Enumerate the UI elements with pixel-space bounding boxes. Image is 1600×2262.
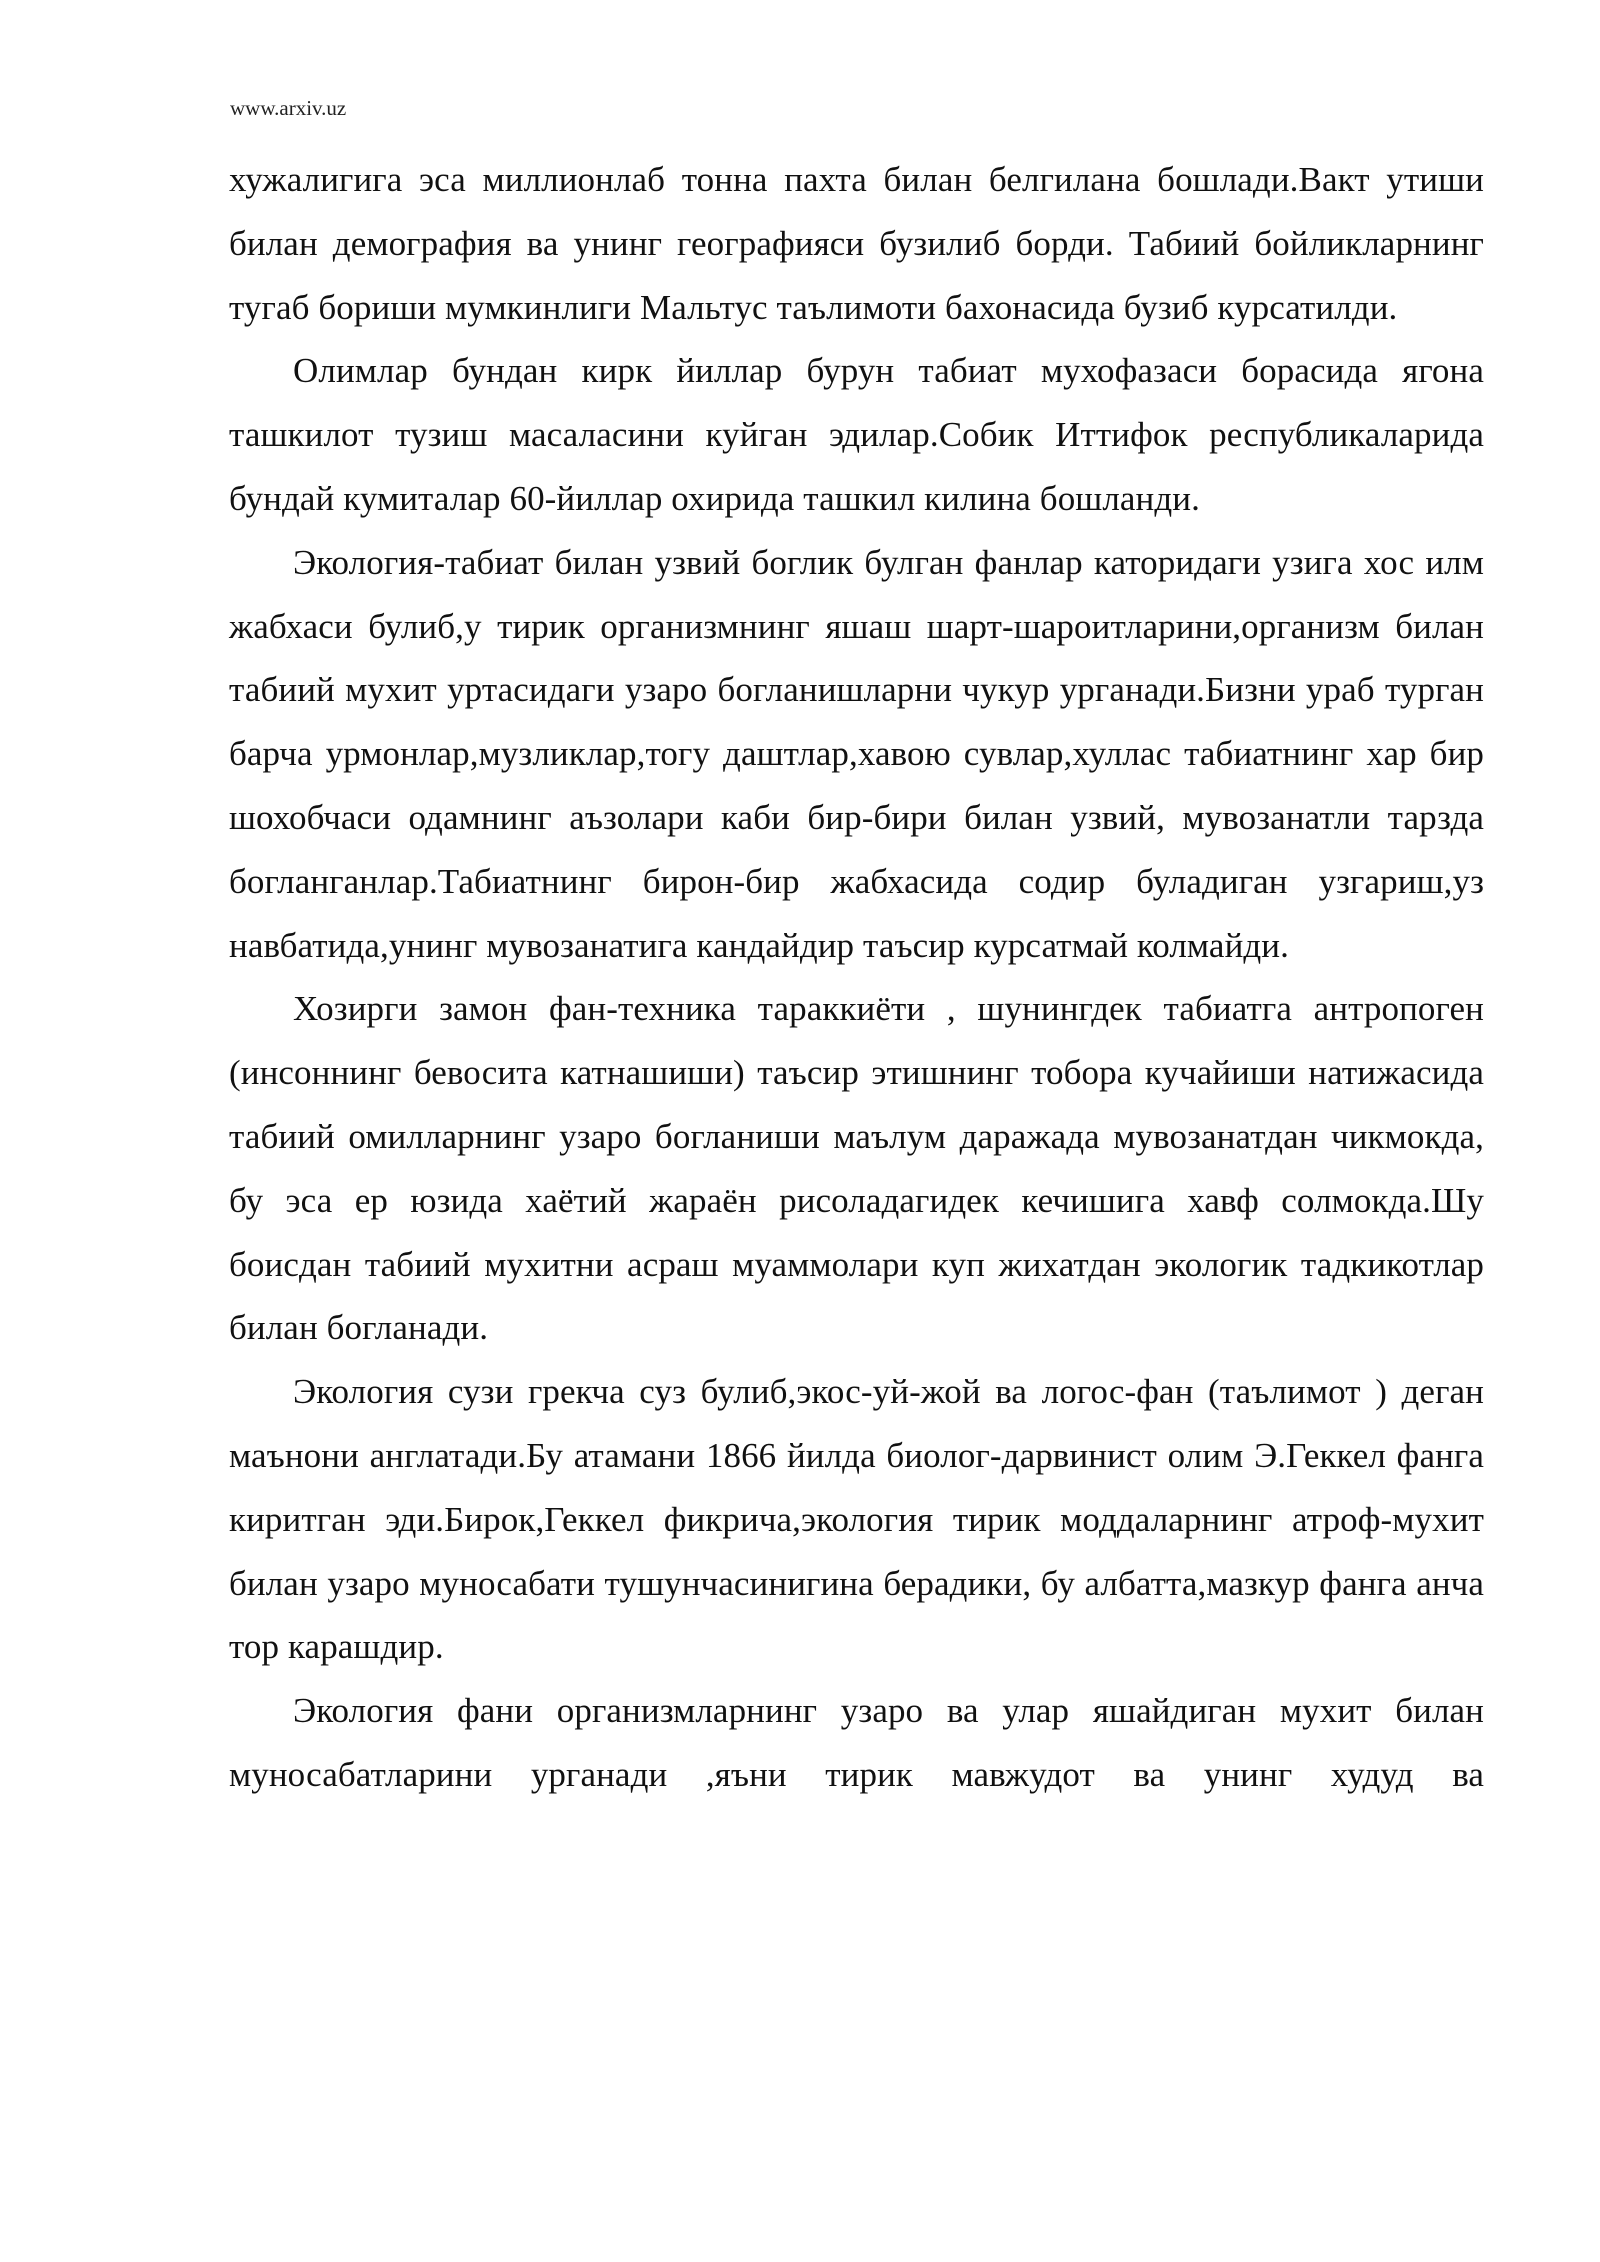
paragraph-2: Олимлар бундан кирк йиллар бурун табиат мухофазаси борасида ягона ташкилот тузиш масаласини куйган эдилар.Собик Иттифок республикаларида бундай кумиталар 60-йиллар охирида ташкил килина бошланди. — [229, 351, 1484, 518]
paragraph-5: Экология сузи грекча суз булиб,экос-уй-жой ва логос-фан (таълимот ) деган маънони англатади.Бу атамани 1866 йилда биолог-дарвинист олим Э.Геккел фанга киритган эди.Бирок,Геккел фикрича,экология тирик моддаларнинг атроф-мухит билан узаро муносабати тушунчасинигина берадики, бу албатта,мазкур фанга анча тор карашдир. — [229, 1372, 1484, 1667]
paragraph-3: Экология-табиат билан узвий боглик булган фанлар каторидаги узига хос илм жабхаси булиб,у тирик организмнинг яшаш шарт-шароитларини,организм билан табиий мухит уртасидаги узаро богланишларни чукур урганади.Бизни ураб турган барча урмонлар,музликлар,тогу даштлар,хавою сувлар,хуллас табиатнинг хар бир шохобчаси одамнинг аъзолари каби бир-бири билан узвий, мувозанатли тарзда богланганлар.Табиатнинг бирон-бир жабхасида содир буладиган узгариш,уз навбатида,унинг мувозанатига кандайдир таъсир курсатмай колмайди. — [229, 542, 1484, 965]
paragraph-6: Экология фани организмларнинг узаро ва улар яшайдиган мухит билан муносабатларини урганади ,яъни тирик мавжудот ва унинг худуд ва — [229, 1691, 1484, 1794]
paragraph-1: хужалигига эса миллионлаб тонна пахта билан белгилана бошлади.Вакт утиши билан демография ва унинг географияси бузилиб борди. Табиий бойликларнинг тугаб бориши мумкинлиги Мальтус таълимоти бахонасида бузиб курсатилди. — [229, 160, 1484, 327]
source-url: www.arxiv.uz — [230, 96, 347, 120]
document-body — [229, 148, 1484, 1807]
paragraph-4: Хозирги замон фан-техника тараккиёти , шунингдек табиатга антропоген (инсоннинг бевосита катнашиши) таъсир этишнинг тобора кучайиши натижасида табиий омилларнинг узаро богланиши маълум даражада мувозанатдан чикмокда, бу эса ер юзида хаётий жараён рисоладагидек кечишига хавф солмокда.Шу боисдан табиий мухитни асраш муаммолари куп жихатдан экологик тадкикотлар билан богланади. — [229, 989, 1484, 1348]
